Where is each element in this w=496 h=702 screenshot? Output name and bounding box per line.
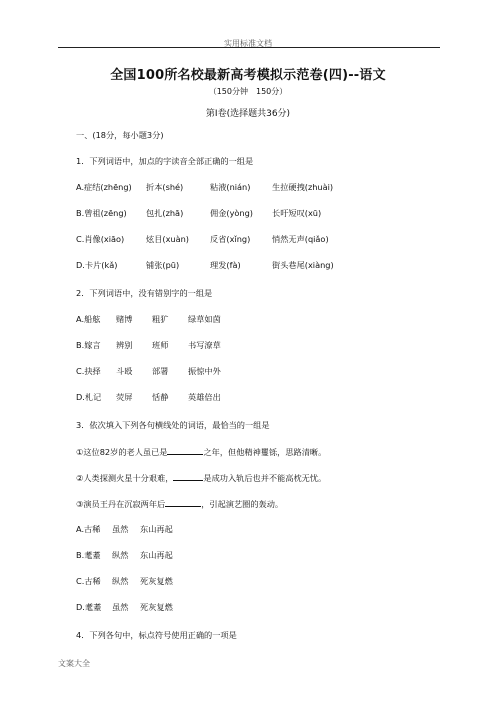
option-term: C.抉择 — [76, 366, 101, 376]
option-term: C.肖像(xiāo) — [76, 234, 125, 244]
option-term: 折本(shé) — [146, 182, 184, 192]
option-term: 粘液(nián) — [210, 182, 251, 192]
option-term: 悄然无声(qiǎo) — [272, 234, 329, 244]
option-term: 荧屏 — [116, 392, 133, 402]
option-term: 纵然 — [112, 576, 129, 586]
option-term: A.船舷 — [76, 314, 101, 324]
option-term: D.卡片(kǎ) — [76, 260, 118, 270]
option-term: B.曾祖(zēng) — [76, 208, 127, 218]
option-term: 死灰复燃 — [140, 576, 173, 586]
option-term: 铺张(pū) — [146, 260, 180, 270]
option-term: 部署 — [152, 366, 169, 376]
option-term: D.耄耋 — [76, 602, 102, 612]
option-term: B.耄耋 — [76, 550, 101, 560]
sentence-text: 是成功入轨后也并不能高枕无忧。 — [203, 473, 327, 483]
option-term: 振惊中外 — [188, 366, 221, 376]
option-term: 街头巷尾(xiàng) — [272, 260, 334, 270]
fill-blank — [173, 472, 203, 481]
option-term: 炫目(xuàn) — [146, 234, 190, 244]
option-term: 粗犷 — [152, 314, 169, 324]
option-term: 佣金(yòng) — [210, 208, 254, 218]
fill-blank — [165, 498, 201, 507]
sentence-text: 之年，但他精神矍铄，思路清晰。 — [203, 447, 327, 457]
sentence-text: ①这位82岁的老人虽已是 — [76, 447, 168, 457]
option-term: 反省(xǐng) — [210, 234, 251, 244]
option-term: 死灰复燃 — [140, 602, 173, 612]
question-3-sentence-1 — [76, 446, 326, 458]
option-term: 绿草如茵 — [188, 314, 221, 324]
page-footer: 文案大全 — [58, 659, 90, 668]
page-header: 实用标准文档 — [224, 39, 272, 48]
option-term: 长吁短叹(xū) — [272, 208, 322, 218]
page-title: 全国100所名校最新高考模拟示范卷(四)--语文 — [110, 68, 386, 83]
option-term: 理发(fà) — [210, 260, 241, 270]
question-1-stem: 1．下列词语中，加点的字读音全部正确的一组是 — [76, 156, 254, 166]
option-term: 纵然 — [112, 550, 129, 560]
section-heading: 一、(18分，每小题3分) — [76, 130, 164, 140]
option-term: D.札记 — [76, 392, 102, 402]
sentence-text: ②人类探测火星十分艰难， — [76, 473, 174, 483]
option-term: B.嫁言 — [76, 340, 101, 350]
option-term: 东山再起 — [140, 550, 173, 560]
option-term: 东山再起 — [140, 524, 173, 534]
question-4-stem: 4．下列各句中，标点符号使用正确的一项是 — [76, 630, 237, 640]
question-2-stem: 2．下列词语中，没有错别字的一组是 — [76, 288, 213, 298]
option-term: A.古稀 — [76, 524, 101, 534]
option-term: A.症结(zhēng) — [76, 182, 132, 192]
option-term: 虽然 — [112, 524, 129, 534]
option-term: 辨别 — [116, 340, 133, 350]
option-term: 书写潦草 — [188, 340, 221, 350]
fill-blank — [167, 446, 203, 455]
option-term: 斗殴 — [116, 366, 133, 376]
option-term: C.古稀 — [76, 576, 101, 586]
header-rule — [58, 47, 440, 48]
option-term: 恬静 — [152, 392, 169, 402]
sentence-text: ，引起演艺圈的轰动。 — [201, 499, 284, 509]
exam-duration-score: （150分钟 150分） — [208, 87, 288, 96]
question-3-sentence-3 — [76, 498, 283, 510]
question-3-stem: 3．依次填入下列各句横线处的词语，最恰当的一组是 — [76, 420, 270, 430]
question-3-sentence-2 — [76, 472, 326, 484]
option-term: 赌博 — [116, 314, 133, 324]
option-term: 虽然 — [112, 602, 129, 612]
sentence-text: ③演员王丹在沉寂两年后 — [76, 499, 166, 509]
option-term: 生拉硬拽(zhuài) — [272, 182, 334, 192]
option-term: 包扎(zhā) — [146, 208, 184, 218]
volume-heading: 第Ⅰ卷(选择题共36分) — [205, 109, 291, 119]
option-term: 英雄倍出 — [188, 392, 221, 402]
option-term: 班师 — [152, 340, 169, 350]
